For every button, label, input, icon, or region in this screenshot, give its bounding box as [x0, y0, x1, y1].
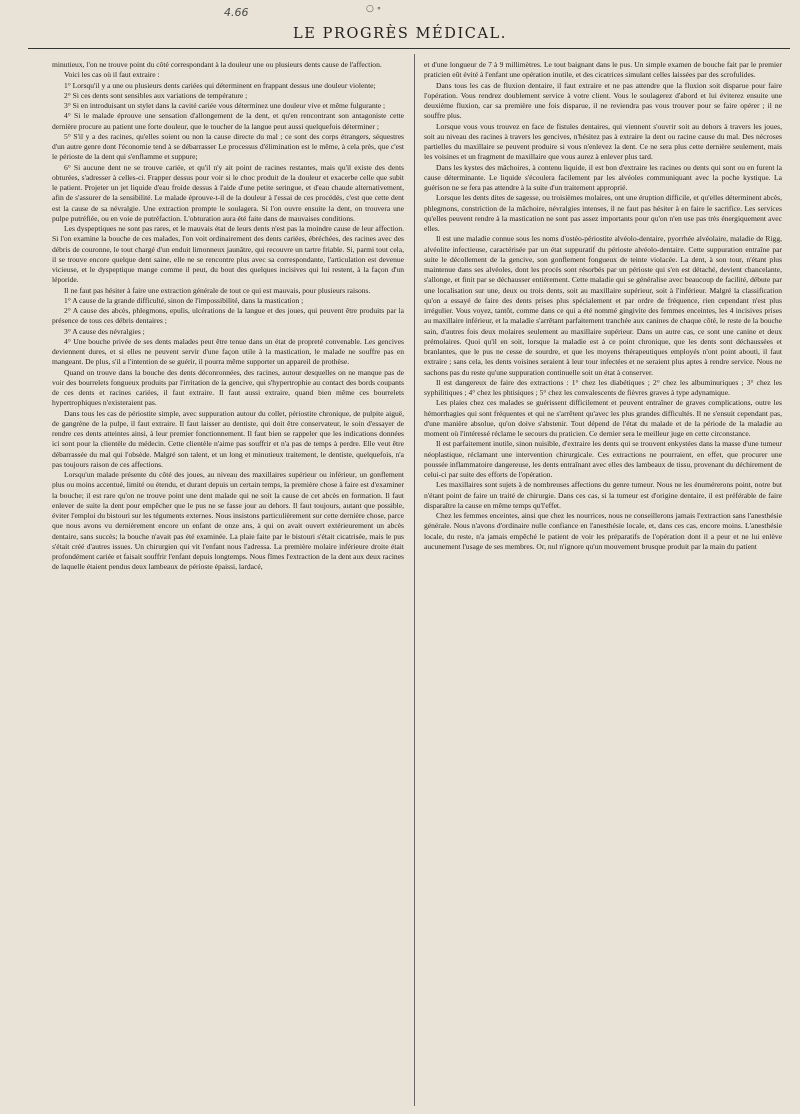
- paragraph: 3° A cause des névralgies ;: [64, 326, 145, 336]
- paragraph: Les plaies chez ces malades se guérissent difficilement et peuvent entraîner de graves complications, outre les hémorrhagies qui sont fréquentes et qui ne s'arrêtent qu'avec les plus grandes difficultés. Il ne s'ensuit cependant pas, d'une manière absolue, qu'on doive s'abstenir. Tout dépend de l'état du malade et de la période de la maladie au moment où l'intéressé réclame le secours du praticien. Ce dernier sera le meilleur juge en cette circonstance.: [424, 398, 782, 438]
- paragraph: Quand on trouve dans la bouche des dents déconronnées, des racines, autour desquelles on ne manque pas de voir des bourrelets fongueux produits par l'irritation de la gencive, qui s'hypertrophie au contact des bords coupants de ces dents et racines cariées, il faut extraire. Il faut aussi extraire, quand bien même ces bourrelets hypertrophiques n'existeraient pas.: [52, 367, 404, 408]
- paragraph: 4° Une bouche privée de ses dents malades peut être tenue dans un état de propreté convenable. Les gencives deviennent dures, et si elles ne peuvent servir d'une façon utile à la mastication, le malade ne souffre pas en mangeant. De plus, s'il a l'intention de se guérir, il pourra même supporter un appareil de prothèse.: [52, 336, 404, 367]
- paragraph: Dans tous les cas de fluxion dentaire, il faut extraire et ne pas attendre que la fluxion soit disparue pour faire l'opération. Vous rendrez doublement service à votre client. Vous le soulagerez d'abord et lui éviterez ensuite une deuxième fluxion, car sa première une fois disparue, il ne reviendra pas vous trouver pour se faire opérer ; il ne souffre plus.: [424, 80, 782, 121]
- library-stamp: ○ ∘: [366, 4, 382, 14]
- left-column: [52, 60, 404, 1108]
- right-column: [424, 60, 782, 1108]
- paragraph: Il est parfaitement inutile, sinon nuisible, d'extraire les dents qui se trouvent enkystées dans la masse d'une tumeur néoplastique, réclamant une intervention chirurgicale. Ces extractions ne pourraient, en effet, que procurer une poussée inflammatoire dangereuse, les dents entraînant avec elles des lambeaux de tissu, provenant du déchirement de celui-ci par suite des efforts de l'opération.: [424, 439, 782, 479]
- paragraph: 1° Lorsqu'il y a une ou plusieurs dents cariées qui déterminent en frappant dessus une douleur violente;: [64, 80, 376, 90]
- paragraph: 3° Si en introduisant un stylet dans la cavité cariée vous déterminez une douleur vive et même fulgurante ;: [64, 101, 386, 110]
- paragraph: Voici les cas où il faut extraire :: [64, 70, 160, 80]
- page-header: LE PROGRÈS MÉDICAL.: [292, 26, 507, 42]
- paragraph: Dans les kystes des mâchoires, à contenu liquide, il est bon d'extraire les racines ou dents qui sont ou en furent la cause déterminante. Le liquide s'écoulera facilement par les alvéoles communiquant avec la poche kystique. La guérison ne se fera pas attendre à la suite d'un traitement approprié.: [424, 162, 782, 192]
- paragraph: Il est une maladie connue sous les noms d'ostéo-périostite alvéolo-dentaire, pyorrhée alvéolaire, maladie de Rigg, alvéolite infectieuse, caractérisée par un état suppuratif du périoste alvéolo-dentaire. Cette suppuration entraîne par suite le décollement de la gencive, son gonflement fongueux de teinte violacée. La dent, à son tour, n'étant plus maintenue dans ses alvéoles, dont les procès sont résorbés par un périoste qui s'en est détaché, devient chancelante, s'allonge, et finit par se déchausser entièrement. Cette maladie qui se généralise avec beaucoup de facilité, débute par une localisation sur une, deux ou trois dents, soit au maxillaire supérieur, soit à l'inférieur. Malgré la classification qu'on a essayé de faire des dents prises plus spécialement et par ordre de fréquence, rien cependant n'est plus irrégulier. Vous voyez, tantôt, comme dans ce qui a été nommé gingivite des femmes enceintes, les 4 incisives prises au maxillaire inférieur, et la maladie s'arrêtant parfaitement tranchée aux canines de chaque côté, le reste de la bouche sain, d'autres fois deux molaires seulement au maxillaire supérieur. Dans un autre cas, ce sont une canine et deux prémolaires. Quoi qu'il en soit, lorsque la maladie est à ce point chronique, que les dents sont déchaussées et branlantes, que le pus ne cesse de sourdre, et que les moyens thérapeutiques employés n'ont point abouti, il faut extraire ; sans cela, les dents voisines seraient à leur tour infectées et ne seraient plus aptes à rendre service. Nous ne sachons pas du reste qu'une suppuration continuelle soit un état à conserver.: [424, 234, 782, 377]
- paragraph: 1° A cause de la grande difficulté, sinon de l'impossibilité, dans la mastication ;: [64, 295, 304, 305]
- paragraph: Les maxillaires sont sujets à de nombreuses affections du genre tumeur. Nous ne les énumérerons point, notre but n'étant point de faire un traité de chirurgie. Dans ces cas, si la tumeur est d'origine dentaire, il est préférable de faire disparaître la cause en même temps qu'l'effet.: [424, 480, 782, 510]
- paragraph: Lorsqu'un malade présente du côté des joues, au niveau des maxillaires supérieur ou inférieur, un gonflement plus ou moins accentué, limité ou étendu, et durant depuis un certain temps, la première chose à faire est d'examiner la bouche; il est rare qu'on ne trouve point une dent malade qui ne soit la cause de cet abcès en formation. Il faut enlever de suite la dent pour empêcher que le pus ne se fasse jour au dehors. Il faut toujours, autant que possible, éviter l'emploi du bistouri sur les téguments externes. Nous insistons particulièrement sur cette dernière chose, parce que nous avons vu dernièrement encore un enfant de onze ans, à qui on avait ouvert extérieurement un abcès dentaire, sans succès; la bouche n'avait pas été examinée. La plaie faite par le bistouri s'était cicatrisée, mais le pus s'était créé d'autres issues. Un chirurgien qui vit l'enfant nous l'adressa. La première molaire inférieure droite était profondément cariée et faisait souffrir l'enfant depuis longtemps. Nous fîmes l'extraction de la dent aux deux racines de laquelle étaient pendus deux lambeaux de périoste épaissi, lardacé,: [52, 470, 404, 572]
- paragraph: 4° Si le malade éprouve une sensation d'allongement de la dent, et qu'en rencontrant son antagoniste cette dernière procure au patient une forte douleur, que le toucher de la langue peut aussi quelquefois déterminer ;: [52, 111, 404, 131]
- paragraph: et d'une longueur de 7 à 9 millimètres. Le tout baignant dans le pus. Un simple examen de bouche fait par le premier praticien eût évité à l'enfant une opération inutile, et des cicatrices simulant celles laissées par des scrofulides.: [424, 60, 782, 80]
- handwritten-annotation: 4.66: [224, 6, 249, 19]
- paragraph: Lorsque vous vous trouvez en face de fistules dentaires, qui viennent s'ouvrir soit au dehors à travers les joues, soit au niveau des racines à travers les gencives, n'hésitez pas à extraire la dent ou racine cause du mal. Des nécroses partielles du maxillaire se peuvent produire si vous n'enlevez la dent. Ce ne sera plus cette dernière seulement, mais les voisines et un fragment de maxillaire que vous aurez à enlever plus tard.: [424, 121, 782, 162]
- paragraph: 2° Si ces dents sont sensibles aux variations de température ;: [64, 90, 248, 100]
- column-separator: [414, 54, 415, 1106]
- paragraph: Il ne faut pas hésiter à faire une extraction générale de tout ce qui est mauvais, pour plusieurs raisons.: [64, 285, 371, 295]
- paragraph: 6° Si aucune dent ne se trouve cariée, et qu'il n'y ait point de racines restantes, mais qu'il existe des dents obturées, s'adresser à celles-ci. Frapper dessus pour voir si le choc produit de la douleur et exacerbe celle que subit le patient. Projeter un jet liquide d'eau froide dessus à l'aide d'une petite seringue, et d'eau chaude alternativement, afin de s'assurer de la sensibilité. Le malade éprouve-t-il de la douleur à l'essai de ces procédés, c'est que cette dent est la cause de sa névralgie. Une extraction prompte le soulagera. Si l'on ouvre ensuite la dent, on trouvera une pulpe putréfiée, ou en voie de putréfaction. L'obturation aura été faite dans de mauvaises conditions.: [52, 162, 404, 223]
- paragraph: Il est dangereux de faire des extractions : 1° chez les diabétiques ; 2° chez les albuminuriques ; 3° chez les syphilitiques ; 4° chez les phtisiques ; 5° chez les convalescents de fièvres graves à type adynamique.: [424, 377, 782, 397]
- header-rule: [28, 48, 790, 49]
- paragraph: Dans tous les cas de périostite simple, avec suppuration autour du collet, périostite chronique, de pulpite aiguë, de gangrène de la pulpe, il faut extraire. Il faut laisser au dentiste, qui doit être conservateur, le soin d'essayer de rendre ces dents atteintes ainsi, à leur premier fonctionnement. Il faut bien se rappeler que les indications données ici sont pour la clientèle du médecin. Cette clientèle n'aime pas souffrir et n'a pas de temps à perdre. Elle veut être débarrassée du mal qui l'obsède. Malgré son talent, et un long et minutieux traitement, le dentiste, quelquefois, n'a pas toujours raison de ces affections.: [52, 408, 404, 469]
- paragraph: minutieux, l'on ne trouve point du côté correspondant à la douleur une ou plusieurs dents cause de l'affection.: [52, 60, 382, 69]
- paragraph: Chez les femmes enceintes, ainsi que chez les nourrices, nous ne conseillerons jamais l'extraction sans l'anesthésie générale. Nous n'avons d'ordinaire nulle confiance en l'anesthésie locale, et, dans ces cas, encore moins. L'anesthésie locale, du reste, n'a jamais empêché le patient de voir les préparatifs de l'opération dont il a peur et ne lui enlève aucunement l'usage de ses membres. Or, nul n'ignore qu'un mouvement brusque produit par la main du patient: [424, 511, 782, 551]
- paragraph: Lorsque les dents dites de sagesse, ou troisièmes molaires, ont une éruption difficile, et qu'elles déterminent abcès, phlegmons, constriction de la mâchoire, névralgies intenses, il ne faut pas hésiter à en faire le sacrifice. Les services qu'elles peuvent rendre à la mastication ne sont pas assez importants pour qu'on n'en use pas très énergiquement avec elles.: [424, 193, 782, 233]
- paragraph: 2° A cause des abcès, phlegmons, epulis, ulcérations de la langue et des joues, qui peuvent être produits par la présence de tous ces débris dentaires ;: [52, 306, 404, 326]
- paragraph: Les dyspeptiques ne sont pas rares, et le mauvais état de leurs dents n'est pas la moindre cause de leur affection. Si l'on examine la bouche de ces malades, l'on voit ordinairement des dents cariées, ébréchées, des racines avec des débris de couronne, le tout chargé d'un enduit limonneux jaunâtre, qui recouvre un tartre friable. Si, parmi tout cela, il se trouve encore quelque dent saine, elle ne se rencontre plus avec sa correspondante, l'articulation est devenue vicieuse, et le dyspeptique mange comme il peut, du bout des quelques incisives qui lui restent, à la façon d'un léporide.: [52, 224, 404, 285]
- paragraph: 5° S'il y a des racines, qu'elles soient ou non la cause directe du mal ; ce sont des corps étrangers, séquestres d'un autre genre dont l'économie tend à se débarrasser Le processus d'élimination est le même, à cela près, que c'est le périoste de la dent qui s'enflamme et suppure;: [52, 131, 404, 162]
